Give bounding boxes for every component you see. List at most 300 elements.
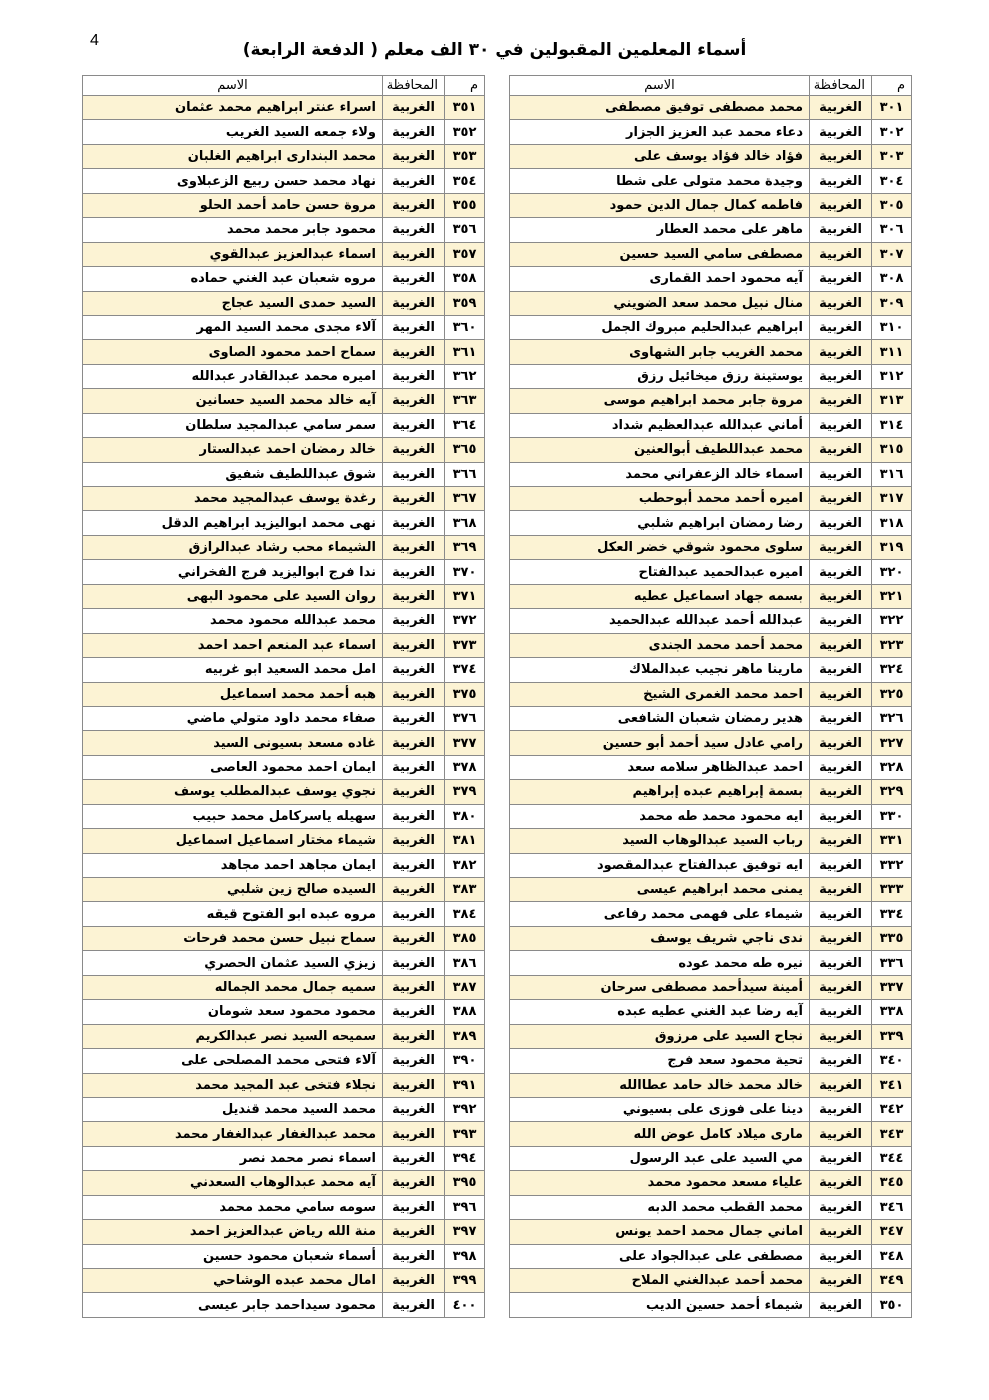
row-number: ٤٠٠: [445, 1293, 485, 1317]
row-name: ايه توفيق عبدالفتاح عبدالمقصود: [510, 853, 810, 877]
row-governorate: الغربية: [810, 633, 872, 657]
row-name: الشيماء محب رشاد عبدالرازق: [83, 535, 383, 559]
row-governorate: الغربية: [383, 1000, 445, 1024]
row-governorate: الغربية: [810, 535, 872, 559]
row-number: ٣٣٠: [872, 804, 912, 828]
row-number: ٣٧٩: [445, 780, 485, 804]
row-name: احمد محمد الغمرى الشيخ: [510, 682, 810, 706]
table-row: [510, 829, 912, 853]
row-number: ٣٥٨: [445, 267, 485, 291]
row-governorate: الغربية: [383, 218, 445, 242]
table-row: [83, 951, 485, 975]
row-number: ٣١١: [872, 340, 912, 364]
row-number: ٣٦٢: [445, 364, 485, 388]
row-number: ٣٥٩: [445, 291, 485, 315]
row-number: ٣٢٨: [872, 755, 912, 779]
row-name: آلاء فتحى محمد المصلحى على: [83, 1049, 383, 1073]
row-governorate: الغربية: [810, 1244, 872, 1268]
row-governorate: الغربية: [383, 315, 445, 339]
row-name: محمد الغريب جابر الشهاوى: [510, 340, 810, 364]
row-governorate: الغربية: [810, 780, 872, 804]
row-number: ٣٥٤: [445, 169, 485, 193]
table-row: [83, 291, 485, 315]
row-name: السيد حمدى السيد عجاج: [83, 291, 383, 315]
row-governorate: الغربية: [383, 609, 445, 633]
row-governorate: الغربية: [810, 169, 872, 193]
row-governorate: الغربية: [383, 340, 445, 364]
row-governorate: الغربية: [383, 96, 445, 120]
roster-body-right: [510, 96, 912, 1318]
row-name: منة الله رياض عبدالعزيز احمد: [83, 1220, 383, 1244]
table-row: [510, 902, 912, 926]
table-row: [83, 169, 485, 193]
row-governorate: الغربية: [383, 560, 445, 584]
table-row: [510, 511, 912, 535]
row-number: ٣٦٩: [445, 535, 485, 559]
row-governorate: الغربية: [383, 291, 445, 315]
row-governorate: الغربية: [383, 706, 445, 730]
table-row: [510, 1024, 912, 1048]
row-name: وجيدة محمد متولى على شطا: [510, 169, 810, 193]
row-name: مروة جابر محمد ابراهيم موسى: [510, 389, 810, 413]
table-row: [83, 315, 485, 339]
row-governorate: الغربية: [810, 609, 872, 633]
row-governorate: الغربية: [810, 120, 872, 144]
table-row: [83, 340, 485, 364]
row-number: ٣٠٣: [872, 144, 912, 168]
row-number: ٣١٨: [872, 511, 912, 535]
table-row: [510, 1269, 912, 1293]
row-governorate: الغربية: [810, 462, 872, 486]
row-number: ٣٩٦: [445, 1195, 485, 1219]
row-name: مروه شعبان عبد الغني حماده: [83, 267, 383, 291]
row-name: اماني جمال محمد احمد يونس: [510, 1220, 810, 1244]
row-name: ايمان احمد محمود العاصى: [83, 755, 383, 779]
row-governorate: الغربية: [383, 462, 445, 486]
table-row: [83, 853, 485, 877]
row-name: ايه محمود محمد طه محمد: [510, 804, 810, 828]
table-row: [83, 609, 485, 633]
row-number: ٣٧٢: [445, 609, 485, 633]
row-name: امال محمد عبده الوشاحي: [83, 1269, 383, 1293]
row-number: ٣٦٤: [445, 413, 485, 437]
row-number: ٣٢٧: [872, 731, 912, 755]
row-name: محمد أحمد عبدالغني الملاح: [510, 1269, 810, 1293]
table-row: [83, 1024, 485, 1048]
row-governorate: الغربية: [810, 1269, 872, 1293]
row-name: محمد البندارى ابراهيم الغلبان: [83, 144, 383, 168]
row-governorate: الغربية: [383, 682, 445, 706]
row-name: دينا على فوزى على بسيوني: [510, 1097, 810, 1121]
row-governorate: الغربية: [810, 291, 872, 315]
table-row: [83, 1220, 485, 1244]
row-governorate: الغربية: [383, 1220, 445, 1244]
row-number: ٣٤٤: [872, 1146, 912, 1170]
row-name: شيماء أحمد حسين الديب: [510, 1293, 810, 1317]
row-name: محمود سيداحمد جابر عيسى: [83, 1293, 383, 1317]
row-governorate: الغربية: [810, 193, 872, 217]
table-header-row: [510, 76, 912, 96]
row-governorate: الغربية: [810, 364, 872, 388]
table-row: [510, 291, 912, 315]
table-row: [510, 535, 912, 559]
row-name: صفاء محمد داود متولي ماضي: [83, 706, 383, 730]
row-number: ٣٣٥: [872, 926, 912, 950]
row-name: رضا رمضان ابراهيم شلبي: [510, 511, 810, 535]
table-row: [83, 1146, 485, 1170]
row-name: فؤاد خالد فؤاد يوسف على: [510, 144, 810, 168]
table-row: [510, 267, 912, 291]
table-row: [510, 438, 912, 462]
row-name: سهيله ياسركامل محمد حبيب: [83, 804, 383, 828]
row-number: ٣٢٩: [872, 780, 912, 804]
row-governorate: الغربية: [383, 144, 445, 168]
row-name: خالد محمد خالد حامد عطاالله: [510, 1073, 810, 1097]
row-governorate: الغربية: [383, 1171, 445, 1195]
row-governorate: الغربية: [383, 1024, 445, 1048]
row-name: محمد القطب محمد الدبه: [510, 1195, 810, 1219]
row-governorate: الغربية: [810, 1000, 872, 1024]
row-name: رغدة يوسف عبدالمجيد محمد: [83, 487, 383, 511]
row-number: ٣٣٦: [872, 951, 912, 975]
row-number: ٣٦٠: [445, 315, 485, 339]
table-header-row: [83, 76, 485, 96]
row-name: أماني عبدالله عبدالعظيم شداد: [510, 413, 810, 437]
row-name: السيده صالح زين شلبي: [83, 878, 383, 902]
row-governorate: الغربية: [810, 438, 872, 462]
roster-table-left: [82, 75, 485, 1318]
table-row: [83, 1073, 485, 1097]
row-name: شوق عبداللطيف شفيق: [83, 462, 383, 486]
table-row: [83, 755, 485, 779]
row-name: هبه أحمد محمد اسماعيل: [83, 682, 383, 706]
row-governorate: الغربية: [810, 1146, 872, 1170]
row-number: ٣٧٣: [445, 633, 485, 657]
table-row: [510, 218, 912, 242]
table-row: [83, 438, 485, 462]
table-row: [510, 1049, 912, 1073]
header-number: م: [445, 76, 485, 96]
row-number: ٣٨٢: [445, 853, 485, 877]
row-governorate: الغربية: [810, 242, 872, 266]
row-governorate: الغربية: [383, 1269, 445, 1293]
row-number: ٣١٠: [872, 315, 912, 339]
row-number: ٣٣٢: [872, 853, 912, 877]
row-number: ٣٣٣: [872, 878, 912, 902]
row-number: ٣٥١: [445, 96, 485, 120]
row-governorate: الغربية: [383, 193, 445, 217]
row-governorate: الغربية: [810, 1195, 872, 1219]
table-row: [83, 242, 485, 266]
roster-body-left: [83, 96, 485, 1318]
row-number: ٣٤٩: [872, 1269, 912, 1293]
row-number: ٣٨٩: [445, 1024, 485, 1048]
row-name: آلاء مجدى محمد السيد المهر: [83, 315, 383, 339]
row-number: ٣٢٠: [872, 560, 912, 584]
table-row: [83, 144, 485, 168]
row-name: غاده مسعد بسيونى السيد: [83, 731, 383, 755]
row-name: نهى محمد ابواليزيد ابراهيم الدقل: [83, 511, 383, 535]
table-row: [510, 1171, 912, 1195]
row-name: اسماء عبد المنعم احمد احمد: [83, 633, 383, 657]
row-number: ٣٥٣: [445, 144, 485, 168]
row-number: ٣٦٣: [445, 389, 485, 413]
row-governorate: الغربية: [810, 560, 872, 584]
row-number: ٣٨٣: [445, 878, 485, 902]
row-name: محمد أحمد محمد الجندى: [510, 633, 810, 657]
row-number: ٣٩٧: [445, 1220, 485, 1244]
row-name: محمد عبداللطيف أبوالعنين: [510, 438, 810, 462]
table-row: [83, 829, 485, 853]
row-number: ٣١٣: [872, 389, 912, 413]
table-row: [510, 1195, 912, 1219]
row-number: ٣٢٦: [872, 706, 912, 730]
row-name: هدير رمضان شعبان الشافعى: [510, 706, 810, 730]
row-number: ٣٨٥: [445, 926, 485, 950]
row-name: نهاد محمد حسن ربيع الزعبلاوى: [83, 169, 383, 193]
row-governorate: الغربية: [810, 1097, 872, 1121]
row-name: روان السيد على محمود البهى: [83, 584, 383, 608]
row-name: اسماء نصر محمد نصر: [83, 1146, 383, 1170]
table-row: [510, 584, 912, 608]
row-governorate: الغربية: [810, 340, 872, 364]
row-name: شيماء مختار اسماعيل اسماعيل: [83, 829, 383, 853]
table-row: [83, 706, 485, 730]
table-row: [83, 926, 485, 950]
row-name: سمر سامي عبدالمجيد سلطان: [83, 413, 383, 437]
row-name: منال نبيل محمد سعد الضويني: [510, 291, 810, 315]
row-number: ٣٠٤: [872, 169, 912, 193]
row-number: ٣٦٧: [445, 487, 485, 511]
row-governorate: الغربية: [810, 1024, 872, 1048]
row-number: ٣٩٢: [445, 1097, 485, 1121]
row-number: ٣٧٦: [445, 706, 485, 730]
table-row: [83, 1244, 485, 1268]
table-row: [83, 1171, 485, 1195]
row-number: ٣١٤: [872, 413, 912, 437]
table-row: [83, 487, 485, 511]
row-governorate: الغربية: [810, 902, 872, 926]
row-name: مصطفى سامي السيد حسين: [510, 242, 810, 266]
row-name: ندا فرج ابواليزيد فرج الفخراني: [83, 560, 383, 584]
row-name: ندى ناجي شريف يوسف: [510, 926, 810, 950]
row-governorate: الغربية: [810, 975, 872, 999]
row-number: ٣٢٢: [872, 609, 912, 633]
header-name: الاسم: [510, 76, 810, 96]
table-row: [510, 951, 912, 975]
table-row: [83, 1097, 485, 1121]
row-number: ٣١٦: [872, 462, 912, 486]
row-number: ٣٤٢: [872, 1097, 912, 1121]
table-row: [83, 804, 485, 828]
table-row: [510, 731, 912, 755]
row-number: ٣١٥: [872, 438, 912, 462]
row-name: نجلاء فتخى عبد المجيد محمد: [83, 1073, 383, 1097]
row-name: آيه محمود احمد القمارى: [510, 267, 810, 291]
row-governorate: الغربية: [810, 96, 872, 120]
row-name: نيره طه محمد عوده: [510, 951, 810, 975]
row-number: ٣٩٣: [445, 1122, 485, 1146]
row-number: ٣٩١: [445, 1073, 485, 1097]
row-governorate: الغربية: [383, 1097, 445, 1121]
row-governorate: الغربية: [383, 1073, 445, 1097]
row-number: ٣٨٧: [445, 975, 485, 999]
row-name: اميره أحمد محمد أبوحطب: [510, 487, 810, 511]
row-governorate: الغربية: [383, 169, 445, 193]
row-number: ٣٤١: [872, 1073, 912, 1097]
row-governorate: الغربية: [383, 878, 445, 902]
row-governorate: الغربية: [810, 584, 872, 608]
table-row: [510, 926, 912, 950]
row-name: مروه عبده ابو الفتوح قيقه: [83, 902, 383, 926]
row-governorate: الغربية: [383, 364, 445, 388]
row-governorate: الغربية: [383, 1146, 445, 1170]
row-governorate: الغربية: [810, 1220, 872, 1244]
row-number: ٣١٢: [872, 364, 912, 388]
row-name: شيماء على فهمى محمد رفاعى: [510, 902, 810, 926]
row-number: ٣٧٥: [445, 682, 485, 706]
row-number: ٣٠٦: [872, 218, 912, 242]
table-row: [83, 975, 485, 999]
row-governorate: الغربية: [810, 951, 872, 975]
header-governorate: المحافظة: [810, 76, 872, 96]
row-name: سماح احمد محمود الصاوى: [83, 340, 383, 364]
row-governorate: الغربية: [383, 1122, 445, 1146]
table-row: [510, 1293, 912, 1317]
row-number: ٣٢٣: [872, 633, 912, 657]
row-governorate: الغربية: [383, 120, 445, 144]
row-number: ٣٢١: [872, 584, 912, 608]
row-number: ٣٧١: [445, 584, 485, 608]
table-row: [510, 1097, 912, 1121]
row-governorate: الغربية: [383, 487, 445, 511]
row-governorate: الغربية: [810, 682, 872, 706]
table-row: [83, 658, 485, 682]
table-row: [510, 462, 912, 486]
table-row: [510, 389, 912, 413]
row-governorate: الغربية: [383, 1195, 445, 1219]
header-governorate: المحافظة: [383, 76, 445, 96]
table-row: [510, 878, 912, 902]
table-row: [83, 682, 485, 706]
row-governorate: الغربية: [810, 731, 872, 755]
row-number: ٣٠٧: [872, 242, 912, 266]
table-row: [83, 535, 485, 559]
table-row: [83, 389, 485, 413]
row-governorate: الغربية: [383, 731, 445, 755]
row-name: ولاء جمعه السيد الغريب: [83, 120, 383, 144]
row-name: اسماء خالد الزعفراني محمد: [510, 462, 810, 486]
row-governorate: الغربية: [383, 535, 445, 559]
row-name: ابراهيم عبدالحليم مبروك الجمل: [510, 315, 810, 339]
table-row: [510, 1146, 912, 1170]
table-row: [83, 1195, 485, 1219]
row-name: عبدالله أحمد عبدالله عبدالحميد: [510, 609, 810, 633]
row-governorate: الغربية: [810, 804, 872, 828]
row-name: محمد مصطفى توفيق مصطفى: [510, 96, 810, 120]
row-number: ٣٨٦: [445, 951, 485, 975]
row-governorate: الغربية: [810, 511, 872, 535]
row-number: ٣٩٨: [445, 1244, 485, 1268]
row-governorate: الغربية: [383, 902, 445, 926]
row-name: علياء مسعد محمود محمد: [510, 1171, 810, 1195]
row-name: سلوى محمود شوقي خضر العكل: [510, 535, 810, 559]
row-name: آيه خالد محمد السيد حسانين: [83, 389, 383, 413]
row-governorate: الغربية: [383, 1049, 445, 1073]
row-governorate: الغربية: [383, 926, 445, 950]
row-governorate: الغربية: [810, 487, 872, 511]
table-row: [83, 731, 485, 755]
row-name: اميره عبدالحميد عبدالفتاح: [510, 560, 810, 584]
row-governorate: الغربية: [383, 829, 445, 853]
row-governorate: الغربية: [810, 853, 872, 877]
row-name: امل محمد السعيد ابو غربيه: [83, 658, 383, 682]
table-row: [83, 462, 485, 486]
table-row: [510, 169, 912, 193]
table-row: [510, 560, 912, 584]
row-governorate: الغربية: [810, 658, 872, 682]
row-governorate: الغربية: [383, 389, 445, 413]
row-number: ٣٢٤: [872, 658, 912, 682]
table-row: [510, 755, 912, 779]
table-row: [510, 1220, 912, 1244]
table-row: [83, 560, 485, 584]
row-number: ٣٩٥: [445, 1171, 485, 1195]
row-name: اميره محمد عبدالقادر عبدالله: [83, 364, 383, 388]
table-row: [510, 96, 912, 120]
row-name: مارى ميلاد كامل عوض الله: [510, 1122, 810, 1146]
row-governorate: الغربية: [383, 804, 445, 828]
row-number: ٣٨٤: [445, 902, 485, 926]
row-governorate: الغربية: [810, 755, 872, 779]
row-number: ٣٠٢: [872, 120, 912, 144]
table-row: [83, 511, 485, 535]
table-row: [83, 193, 485, 217]
table-row: [510, 340, 912, 364]
row-governorate: الغربية: [810, 1171, 872, 1195]
row-governorate: الغربية: [810, 878, 872, 902]
row-name: محمد السيد محمد قنديل: [83, 1097, 383, 1121]
row-number: ٣٠١: [872, 96, 912, 120]
row-name: فاطمه كمال جمال الدين حمود: [510, 193, 810, 217]
row-name: يوستينة رزق ميخائيل رزق: [510, 364, 810, 388]
table-row: [510, 364, 912, 388]
table-row: [510, 658, 912, 682]
row-number: ٣٧٧: [445, 731, 485, 755]
row-name: نجاح السيد على مرزوق: [510, 1024, 810, 1048]
table-row: [83, 1049, 485, 1073]
table-row: [510, 315, 912, 339]
row-governorate: الغربية: [810, 389, 872, 413]
row-number: ٣٣٨: [872, 1000, 912, 1024]
table-row: [510, 1073, 912, 1097]
table-row: [510, 1122, 912, 1146]
table-row: [510, 120, 912, 144]
row-number: ٣١٩: [872, 535, 912, 559]
row-name: رامي عادل سيد أحمد أبو حسين: [510, 731, 810, 755]
row-number: ٣٩٤: [445, 1146, 485, 1170]
row-governorate: الغربية: [810, 829, 872, 853]
row-number: ٣٤٨: [872, 1244, 912, 1268]
row-name: سميه جمال محمد الجماله: [83, 975, 383, 999]
row-number: ٣٤٧: [872, 1220, 912, 1244]
row-governorate: الغربية: [383, 633, 445, 657]
row-governorate: الغربية: [810, 267, 872, 291]
row-name: نجوي يوسف عبدالمطلب يوسف: [83, 780, 383, 804]
row-number: ٣٣١: [872, 829, 912, 853]
row-number: ٣٩٠: [445, 1049, 485, 1073]
row-number: ٣٣٩: [872, 1024, 912, 1048]
